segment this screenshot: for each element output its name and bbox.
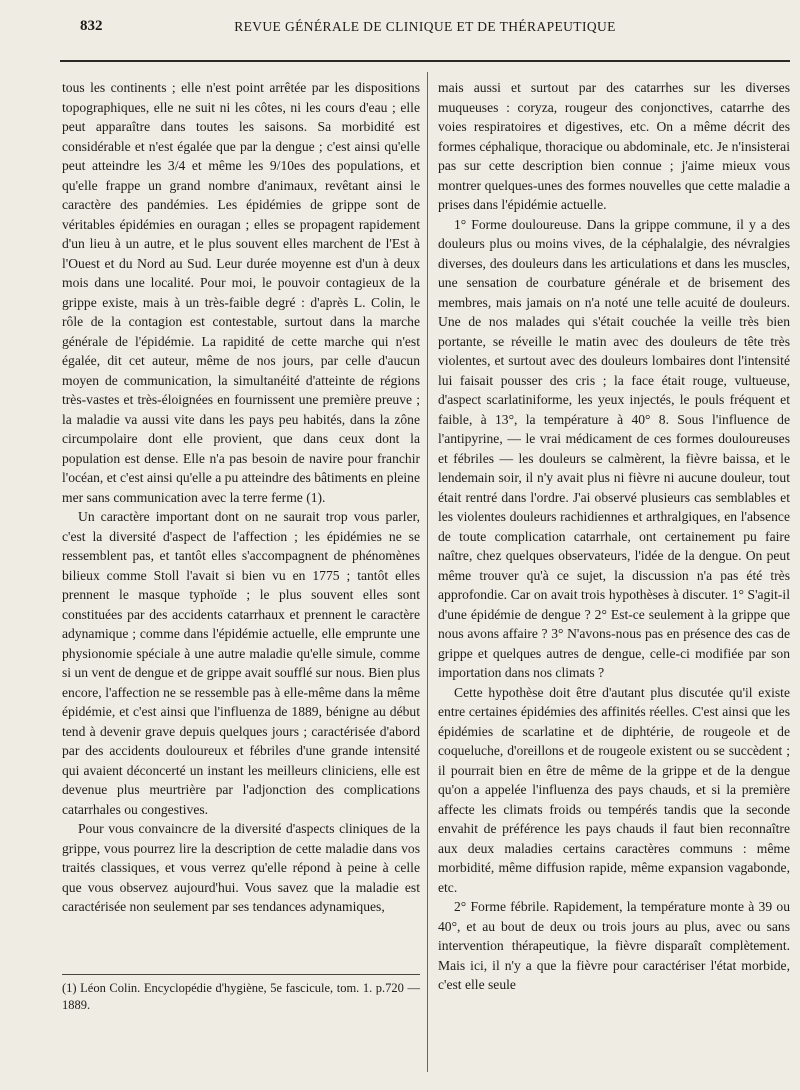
footnote-text: (1) Léon Colin. Encyclopédie d'hygiène, 5e fascicule, tom. 1. p.720 — 1889. [62, 981, 420, 1012]
column-divider [427, 72, 428, 1072]
paragraph: Pour vous convaincre de la diversité d'aspects cliniques de la grippe, vous pourrez lire la description de cette maladie dans vos traités classiques, et vous verrez qu'elle répond à peine à celle que vous observez aujourd'hui. Vous savez que la maladie est caractérisée non seulement par ses tendances adynamiques, [62, 821, 420, 914]
right-column [438, 78, 790, 995]
header-rule [60, 60, 790, 62]
footnote-rule [62, 974, 420, 975]
left-column [62, 78, 420, 917]
paragraph: Cette hypothèse doit être d'autant plus discutée qu'il existe entre certaines épidémies des affinités réelles. C'est ainsi que les épidémies de scarlatine et de diphtérie, de rougeole et de coqueluche, d'oreillons et de rougeole existent ou se succèdent ; il pourrait bien en être de même de la grippe et de la dengue qu'on a appelée l'influenza des pays chauds, et si la première affecte les climats froids ou tempérés tandis que la seconde envahit de préférence les pays chauds il faut bien reconnaître aux deux maladies certains caractères communs : même morbidité, même diffusion rapide, même expansion vagabonde, etc. [438, 684, 790, 895]
page-number: 832 [80, 18, 103, 34]
paragraph: 1° Forme douloureuse. Dans la grippe commune, il y a des douleurs plus ou moins vives, de la céphalalgie, des névralgies diverses, des douleurs dans les articulations et dans les muscles, une sensation de courbature générale et de brisement des membres, mais jamais on n'a noté une telle acuité de douleurs. Une de nos malades qui s'était couchée la veille très bien portante, se réveille le matin avec des douleurs de tête très violentes, et surtout avec des douleurs lombaires dont l'intensité lui faisait pousser des cris ; la face était rouge, vultueuse, d'aspect scarlatiniforme, les yeux injectés, le pouls fréquent et faible, à 13°, la température à 40° 8. Sous l'influence de l'antipyrine, — le vrai médicament de ces formes douloureuses et fébriles — les douleurs se calmèrent, la fièvre baissa, et le lendemain soir, il n'y avait plus ni fièvre ni aucune douleur, tout était rentré dans l'ordre. J'ai observé plusieurs cas semblables et les violentes douleurs rachidiennes et arthralgiques, en l'absence de toute complication catarrhale, ont certainement pu faire naître, chez quelques observateurs, l'idée de la dengue. On peut même trouver qu'à ce sujet, la discussion n'a pas été très approfondie. Car on avait trois hypothèses à discuter. 1° S'agit-il d'une épidémie de dengue ? 2° Est-ce seulement à la grippe que nous avons affaire ? 3° N'avons-nous pas en présence des cas de grippe et quelques autres de dengue, celle-ci modifiée par son importation dans nos climats ? [438, 216, 790, 680]
paragraph: Un caractère important dont on ne saurait trop vous parler, c'est la diversité d'aspect de l'affection ; les épidémies ne se ressemblent pas, et tantôt elles s'accompagnent de phénomènes bilieux comme Stoll l'avait si bien vu en 1775 ; tantôt elles prennent le masque typhoïde ; le plus souvent elles sont constituées par des accidents catarrhaux et prennent le caractère adynamique ; comme dans l'épidémie actuelle, elle emprunte une physionomie spéciale à une autre maladie qu'elle simule, comme si un vent de dengue et de grippe avait soufflé sur nous. Bien plus encore, l'affection ne se ressemble pas à elle-même dans la même épidémie, et c'est ainsi que l'influenza de 1889, bénigne au début tend à devenir grave depuis quelques jours ; caractérisée d'abord par des accidents douloureux et fébriles d'une grande intensité qui avaient déconcerté un instant les meilleurs cliniciens, elle est devenue plus meurtrière par l'adjonction des complications catarrhales ou congestives. [62, 509, 420, 817]
running-title: REVUE GÉNÉRALE DE CLINIQUE ET DE THÉRAPEUTIQUE [234, 19, 616, 34]
footnote [62, 980, 420, 1014]
paragraph: tous les continents ; elle n'est point arrêtée par les dispositions topographiques, elle ne suit ni les côtes, ni les cours d'eau ; elle peut apparaître dans toutes les saisons. Sa morbidité est considérable et n'est égalée que par la dengue ; c'est ainsi qu'elle peut atteindre les 3/4 et même les 9/10es des populations, et qu'elle frappe un grand nombre d'animaux, revêtant ainsi le caractère des pandémies. Les épidémies de grippe sont de véritables épidémies en ouragan ; elles se propagent rapidement d'un lieu à un autre, et le plus souvent elles marchent de l'Est à l'Ouest et du Nord au Sud. Leur durée moyenne est d'un à deux mois dans une localité. Pour moi, le pouvoir contagieux de la grippe existe, mais à un très-faible degré : d'après L. Colin, le rôle de la contagion est contestable, surtout dans la marche générale de l'épidémie. La rapidité de cette marche qui n'est égalée, dit cet auteur, même de nos jours, par celle d'aucun moyen de communication, la simultanéité d'atteinte de régions très-vastes et très-éloignées en fournissent une première preuve ; la maladie va aussi vite dans les pays peu habités, dans la zône circumpolaire dont elle provient, que dans ceux dont la population est dense. Elle n'a pas besoin de navire pour franchir l'océan, et c'est ainsi qu'elle a pu atteindre des bâtiments en pleine mer sans communication avec la terre ferme (1). [62, 80, 420, 505]
paragraph: 2° Forme fébrile. Rapidement, la température monte à 39 ou 40°, et au bout de deux ou trois jours au plus, avec ou sans intervention thérapeutique, la fièvre disparaît complètement. Mais ici, il n'y a que la fièvre pour caractériser l'état morbide, c'est elle seule [438, 899, 790, 992]
paragraph: mais aussi et surtout par des catarrhes sur les diverses muqueuses : coryza, rougeur des conjonctives, catarrhe des voies respiratoires et digestives, etc. On a même décrit des formes céphalique, thoracique ou abdominale, etc. Je n'insisterai pas sur cette description bien connue ; j'aime mieux vous montrer quelques-unes des formes nouvelles que cette maladie a prises dans l'épidémie actuelle. [438, 80, 790, 212]
page-header [60, 18, 790, 42]
